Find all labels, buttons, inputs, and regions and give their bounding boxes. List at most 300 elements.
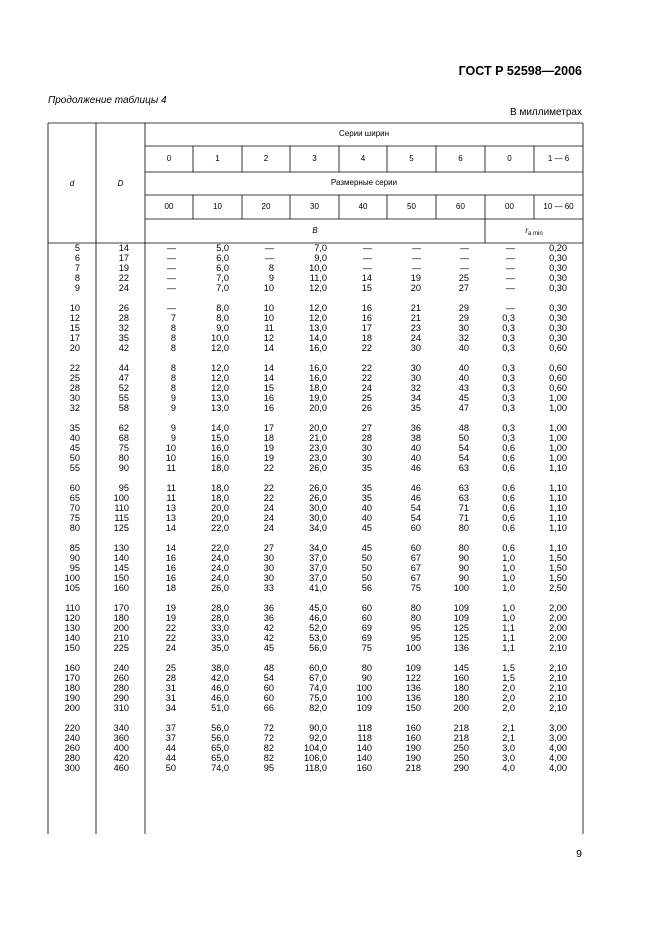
table-cell: 260: [64, 743, 80, 753]
table-cell: 24: [263, 513, 274, 523]
table-cell: —: [362, 243, 372, 253]
table-row: [0, 263, 661, 273]
table-cell: 37,0: [309, 553, 327, 563]
table-cell: 0,3: [502, 323, 515, 333]
table-cell: 2,0: [502, 693, 515, 703]
table-cell: 60: [263, 693, 274, 703]
table-cell: 46,0: [309, 613, 327, 623]
table-cell: 30: [410, 363, 421, 373]
table-cell: 63: [458, 463, 469, 473]
table-row: [0, 333, 661, 343]
table-cell: 3,0: [502, 743, 515, 753]
table-cell: 56: [361, 583, 372, 593]
table-cell: 75: [69, 513, 80, 523]
table-cell: 32: [458, 333, 469, 343]
table-cell: 218: [405, 763, 421, 773]
table-cell: 9: [170, 403, 176, 413]
table-cell: 2,00: [549, 613, 567, 623]
page-number: 9: [576, 848, 582, 860]
table-cell: 30: [263, 563, 274, 573]
table-cell: 1,0: [502, 583, 515, 593]
table-cell: 25: [361, 393, 372, 403]
table-cell: 45: [361, 543, 372, 553]
table-cell: 24,0: [211, 573, 229, 583]
table-cell: 10,0: [211, 333, 229, 343]
table-cell: 160: [405, 723, 421, 733]
table-cell: 40: [361, 513, 372, 523]
table-cell: 56,0: [309, 643, 327, 653]
table-cell: 10: [165, 443, 176, 453]
table-cell: 60: [263, 683, 274, 693]
table-cell: 30: [361, 443, 372, 453]
table-cell: 9: [170, 393, 176, 403]
table-cell: 44: [165, 743, 176, 753]
table-cell: —: [505, 243, 515, 253]
table-cell: 67: [410, 553, 421, 563]
table-cell: 65: [69, 493, 80, 503]
col-r-header: $r_{a min}$: [525, 226, 543, 237]
table-body: [0, 243, 661, 783]
table-cell: 52: [118, 383, 129, 393]
table-cell: 33,0: [211, 633, 229, 643]
table-cell: 26,0: [309, 493, 327, 503]
table-cell: 56,0: [211, 733, 229, 743]
table-cell: 35: [361, 463, 372, 473]
table-cell: 58: [118, 403, 129, 413]
table-cell: 240: [113, 663, 129, 673]
table-cell: 10: [165, 453, 176, 463]
table-row: [0, 463, 661, 473]
col-B-header: B: [312, 226, 318, 235]
table-cell: 90: [458, 573, 469, 583]
table-cell: 20,0: [211, 513, 229, 523]
table-cell: 19: [165, 603, 176, 613]
table-cell: 19,0: [309, 393, 327, 403]
table-cell: 33: [263, 583, 274, 593]
width-series-cell-7: 0: [507, 154, 512, 163]
table-cell: 12: [263, 333, 274, 343]
col-D-header: D: [117, 179, 124, 188]
table-cell: 22: [361, 363, 372, 373]
table-cell: 110: [65, 603, 80, 613]
table-cell: 46,0: [211, 683, 229, 693]
table-row: [0, 693, 661, 703]
table-cell: 0,30: [549, 323, 567, 333]
table-cell: 106,0: [304, 753, 327, 763]
table-cell: 136: [405, 683, 421, 693]
table-cell: 40: [361, 503, 372, 513]
table-cell: 37,0: [309, 563, 327, 573]
row-group: [0, 723, 661, 773]
table-cell: 145: [113, 563, 129, 573]
table-cell: 22: [361, 373, 372, 383]
table-cell: —: [459, 263, 469, 273]
table-cell: 13: [165, 513, 176, 523]
table-cell: 55: [69, 463, 80, 473]
table-cell: 160: [405, 733, 421, 743]
table-cell: 0,3: [502, 363, 515, 373]
table-cell: 140: [356, 743, 372, 753]
table-cell: 65,0: [211, 753, 229, 763]
table-cell: 150: [64, 643, 80, 653]
dimension-series-cell-6: 60: [456, 202, 465, 211]
table-cell: 0,30: [549, 303, 567, 313]
table-cell: 160: [113, 583, 129, 593]
table-cell: 0,6: [502, 543, 515, 553]
table-cell: 16,0: [211, 443, 229, 453]
table-cell: 9,0: [314, 253, 327, 263]
table-cell: 47: [118, 373, 129, 383]
width-series-cell-2: 2: [263, 154, 269, 163]
table-cell: 18: [263, 433, 274, 443]
table-cell: 8: [170, 343, 176, 353]
table-cell: 46: [410, 483, 421, 493]
table-cell: 54: [458, 453, 469, 463]
table-cell: 250: [453, 743, 469, 753]
table-cell: 109: [356, 703, 372, 713]
table-cell: 100: [405, 643, 421, 653]
table-cell: 218: [453, 733, 469, 743]
table-cell: 23,0: [309, 443, 327, 453]
table-cell: 9: [170, 433, 176, 443]
table-cell: 56,0: [211, 723, 229, 733]
table-cell: 180: [453, 693, 469, 703]
table-cell: 120: [64, 613, 80, 623]
table-cell: 12,0: [211, 373, 229, 383]
table-cell: 85: [69, 543, 80, 553]
table-cell: 0,3: [502, 423, 515, 433]
table-cell: 2,0: [502, 703, 515, 713]
table-cell: —: [411, 263, 421, 273]
table-cell: 140: [113, 553, 129, 563]
table-cell: 8,0: [216, 313, 229, 323]
table-cell: 2,1: [502, 723, 515, 733]
table-cell: 280: [64, 753, 80, 763]
table-cell: 71: [458, 513, 469, 523]
units-note: В миллиметрах: [510, 107, 582, 118]
table-cell: 50: [458, 433, 469, 443]
table-cell: 48: [458, 423, 469, 433]
table-cell: 26,0: [309, 463, 327, 473]
table-cell: 21,0: [309, 433, 327, 443]
table-cell: —: [264, 243, 274, 253]
table-cell: 20: [69, 343, 80, 353]
table-cell: 1,1: [502, 633, 515, 643]
table-cell: 0,3: [502, 373, 515, 383]
table-cell: 1,10: [549, 483, 567, 493]
table-cell: 225: [113, 643, 129, 653]
table-cell: 75: [361, 643, 372, 653]
table-cell: 19: [410, 273, 421, 283]
row-group: [0, 603, 661, 653]
table-cell: 1,1: [502, 643, 515, 653]
table-cell: 21: [410, 303, 421, 313]
table-cell: 200: [453, 703, 469, 713]
table-cell: 18: [165, 583, 176, 593]
table-cell: 90,0: [309, 723, 327, 733]
table-cell: 33,0: [211, 623, 229, 633]
table-cell: 220: [64, 723, 80, 733]
table-cell: 36: [263, 613, 274, 623]
table-cell: 22: [361, 343, 372, 353]
table-cell: 36: [263, 603, 274, 613]
table-cell: 22: [165, 623, 176, 633]
table-cell: 8: [74, 273, 80, 283]
table-cell: 136: [453, 643, 469, 653]
table-row: [0, 583, 661, 593]
table-cell: 27: [263, 543, 274, 553]
table-cell: 1,0: [502, 563, 515, 573]
table-cell: 30: [458, 323, 469, 333]
table-cell: 95: [263, 763, 274, 773]
table-row: [0, 683, 661, 693]
table-cell: 0,6: [502, 493, 515, 503]
table-row: [0, 453, 661, 463]
table-row: [0, 503, 661, 513]
table-cell: 28: [361, 433, 372, 443]
table-cell: 51,0: [211, 703, 229, 713]
table-cell: 10: [263, 303, 274, 313]
table-cell: 15: [361, 283, 372, 293]
table-cell: 50: [361, 573, 372, 583]
table-cell: 17: [118, 253, 129, 263]
table-cell: 8: [170, 323, 176, 333]
table-cell: 54: [410, 503, 421, 513]
row-group: [0, 423, 661, 473]
table-cell: 7: [74, 263, 80, 273]
table-cell: 118,0: [304, 763, 327, 773]
table-cell: 0,3: [502, 403, 515, 413]
table-cell: 0,20: [549, 243, 567, 253]
table-cell: 240: [64, 733, 80, 743]
table-cell: 1,10: [549, 513, 567, 523]
table-cell: 15,0: [211, 433, 229, 443]
dimension-series-cell-1: 10: [213, 202, 222, 211]
table-cell: 28,0: [211, 603, 229, 613]
table-cell: 190: [405, 743, 421, 753]
table-cell: 0,60: [549, 373, 567, 383]
table-cell: 37: [165, 723, 176, 733]
table-row: [0, 373, 661, 383]
table-cell: 25: [165, 663, 176, 673]
table-cell: 0,30: [549, 253, 567, 263]
dimension-series-cell-7: 00: [505, 202, 514, 211]
table-cell: 8: [268, 263, 274, 273]
table-cell: 9: [268, 273, 274, 283]
table-cell: 38: [410, 433, 421, 443]
table-cell: 2,50: [549, 583, 567, 593]
table-cell: 14: [165, 543, 176, 553]
table-cell: 80: [69, 523, 80, 533]
table-cell: 30: [410, 343, 421, 353]
table-cell: 16: [165, 553, 176, 563]
table-cell: 31: [165, 683, 176, 693]
table-cell: 34: [410, 393, 421, 403]
table-cell: 420: [113, 753, 129, 763]
table-cell: —: [166, 303, 176, 313]
table-cell: 0,6: [502, 453, 515, 463]
table-cell: 65,0: [211, 743, 229, 753]
table-cell: 11: [166, 463, 176, 473]
table-cell: 95: [410, 633, 421, 643]
table-cell: —: [166, 243, 176, 253]
table-cell: 16,0: [211, 453, 229, 463]
table-row: [0, 763, 661, 773]
table-cell: 80: [410, 613, 421, 623]
table-cell: 8,0: [216, 303, 229, 313]
table-cell: 1,00: [549, 433, 567, 443]
table-cell: 6,0: [216, 253, 229, 263]
table-cell: 14: [165, 523, 176, 533]
table-cell: 40: [69, 433, 80, 443]
table-cell: 1,0: [502, 603, 515, 613]
table-cell: 0,3: [502, 313, 515, 323]
table-row: [0, 243, 661, 253]
table-cell: 1,0: [502, 553, 515, 563]
table-cell: 30: [263, 573, 274, 583]
table-cell: 180: [113, 613, 129, 623]
table-cell: 150: [113, 573, 129, 583]
table-cell: 60: [410, 523, 421, 533]
table-cell: 54: [263, 673, 274, 683]
table-cell: —: [166, 263, 176, 273]
table-cell: 140: [64, 633, 80, 643]
table-cell: 60,0: [309, 663, 327, 673]
table-cell: 3,00: [549, 723, 567, 733]
table-cell: 10: [69, 303, 80, 313]
table-cell: 74,0: [211, 763, 229, 773]
table-cell: 2,1: [502, 733, 515, 743]
table-cell: 160: [64, 663, 80, 673]
table-cell: 1,5: [502, 673, 515, 683]
table-cell: —: [362, 263, 372, 273]
table-cell: 25: [458, 273, 469, 283]
table-cell: 1,10: [549, 493, 567, 503]
table-cell: 170: [113, 603, 129, 613]
table-cell: 22: [263, 483, 274, 493]
table-cell: 122: [405, 673, 421, 683]
table-cell: 40: [458, 343, 469, 353]
table-cell: 5: [74, 243, 80, 253]
dimension-series-title: Размерные серии: [330, 178, 398, 187]
table-cell: 1,00: [549, 453, 567, 463]
table-cell: 12,0: [309, 303, 327, 313]
table-cell: 28: [165, 673, 176, 683]
table-cell: 11: [166, 493, 176, 503]
table-cell: 400: [113, 743, 129, 753]
table-cell: 69: [361, 623, 372, 633]
table-cell: 16,0: [309, 343, 327, 353]
dimension-series-cell-4: 40: [358, 202, 368, 211]
table-cell: —: [505, 303, 515, 313]
table-cell: 95: [410, 623, 421, 633]
table-cell: 12,0: [211, 383, 229, 393]
table-cell: 8: [170, 373, 176, 383]
table-cell: 0,6: [502, 513, 515, 523]
width-series-cell-6: 6: [458, 154, 463, 163]
table-row: [0, 363, 661, 373]
table-row: [0, 673, 661, 683]
table-cell: 1,10: [549, 503, 567, 513]
table-cell: 30,0: [309, 513, 327, 523]
table-cell: 35: [69, 423, 80, 433]
table-cell: 13: [165, 503, 176, 513]
table-cell: 63: [458, 493, 469, 503]
table-cell: 37,0: [309, 573, 327, 583]
table-cell: 43: [458, 383, 469, 393]
table-cell: 74,0: [309, 683, 327, 693]
table-row: [0, 523, 661, 533]
dimension-series-cell-3: 30: [310, 202, 319, 211]
table-cell: 1,10: [549, 463, 567, 473]
table-cell: 30: [410, 373, 421, 383]
table-cell: 130: [113, 543, 129, 553]
row-group: [0, 363, 661, 413]
table-cell: 210: [113, 633, 129, 643]
table-cell: 14,0: [309, 333, 327, 343]
table-cell: 50: [69, 453, 80, 463]
table-cell: 9,0: [216, 323, 229, 333]
table-cell: 80: [458, 543, 469, 553]
table-cell: 0,3: [502, 333, 515, 343]
width-series-cell-8: 1 — 6: [547, 154, 570, 163]
table-cell: 90: [361, 673, 372, 683]
table-cell: 25: [69, 373, 80, 383]
width-series-cell-4: 4: [360, 154, 366, 163]
table-cell: 80: [118, 453, 129, 463]
width-series-cell-0: 0: [166, 154, 172, 163]
table-cell: 118: [357, 723, 372, 733]
table-row: [0, 283, 661, 293]
dimension-series-cell-2: 20: [261, 202, 271, 211]
table-cell: 17: [69, 333, 80, 343]
table-cell: 21: [410, 313, 421, 323]
table-row: [0, 633, 661, 643]
table-row: [0, 663, 661, 673]
table-cell: 100: [64, 573, 80, 583]
table-row: [0, 733, 661, 743]
table-cell: 160: [453, 673, 469, 683]
table-row: [0, 613, 661, 623]
table-cell: 109: [453, 613, 469, 623]
table-cell: 0,30: [549, 273, 567, 283]
table-cell: 200: [64, 703, 80, 713]
table-cell: 30: [263, 553, 274, 563]
table-cell: 11,0: [309, 273, 327, 283]
table-cell: 35: [118, 333, 129, 343]
table-cell: —: [505, 263, 515, 273]
table-row: [0, 433, 661, 443]
table-cell: 10: [263, 313, 274, 323]
table-cell: 5,0: [216, 243, 229, 253]
table-cell: 29: [458, 303, 469, 313]
table-cell: 310: [113, 703, 129, 713]
table-cell: 38,0: [211, 663, 229, 673]
table-cell: 11: [264, 323, 274, 333]
table-cell: 2,10: [549, 703, 567, 713]
table-cell: 45: [458, 393, 469, 403]
table-cell: 18,0: [211, 463, 229, 473]
table-cell: 140: [356, 753, 372, 763]
table-cell: 290: [113, 693, 129, 703]
table-cell: 30,0: [309, 503, 327, 513]
table-cell: 2,10: [549, 663, 567, 673]
table-cell: 3,00: [549, 733, 567, 743]
table-cell: 6: [74, 253, 80, 263]
table-cell: 2,10: [549, 683, 567, 693]
table-row: [0, 543, 661, 553]
table-cell: 35,0: [211, 643, 229, 653]
